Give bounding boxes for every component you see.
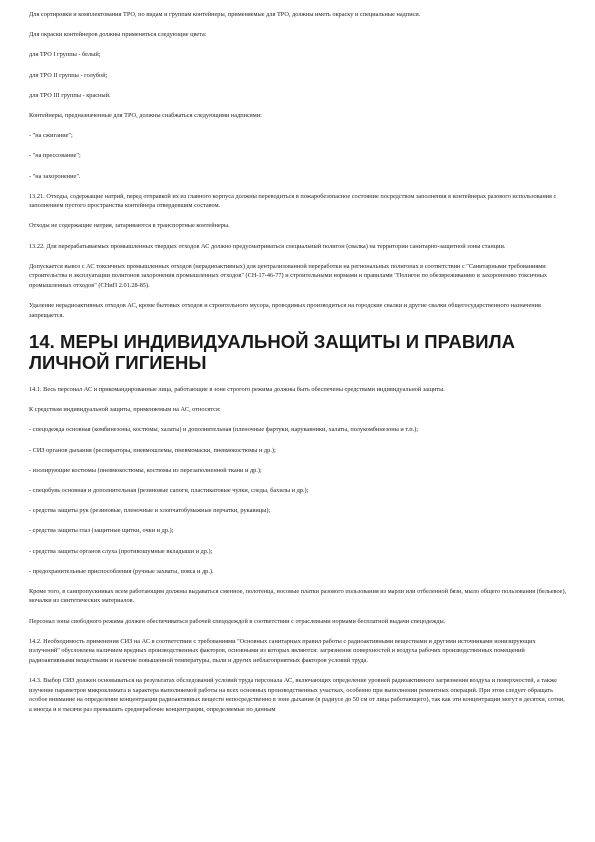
paragraph: 14.3. Выбор СИЗ должен основываться на результатах обследований условий труда персонала АС, включающих определение уровней радиоактивного загрязнения воздуха и поверхностей, а также изучение параметров микроклимата и характера выполняемой работы на всех основных производственных участках, особенно при выполнении ремонтных операций. При этом следует обращать особое внимание на определение концентрации радиоактивных веществ непосредственно в зоне дыхания (в радиусе до 50 см от лица работающего), так как эти концентрации могут в десятки, сотни, а иногда и в тысячи раз превышать среднерабочие концентрации, определяемые по данным	[29, 677, 565, 713]
list-item: - средства защиты рук (резиновые, пленочные и хлопчатобумажные перчатки, рукавицы);	[29, 507, 271, 515]
paragraph: Удаление нерадиоактивных отходов АС, кроме бытовых отходов и строительного мусора, проводимых производиться на городские свалки и другие свалки общегосударственного назначения запрещается.	[29, 302, 541, 319]
list-item: - СИЗ органов дыхания (респираторы, пневмошлемы, пневмомаски, пневмокостюмы и др.);	[29, 446, 276, 454]
list-item: - предохранительные приспособления (ручные захваты, пояса и др.).	[29, 567, 214, 575]
paragraph: Допускается вывоз с АС токсичных промышленных отходов (нерадиоактивных) для централизованной переработки на региональных полигонах в соответствии с "Санитарными требованиями строительства и эксплуатации полигонов захоронения промышленных отходов" (СН-17-46-77) и строительными нормами и правилами "Полигон по обезвреживанию и захоронению токсичных промышленных отходов" (СНиП 2.01.28-85).	[29, 262, 548, 290]
paragraph: - "на сжигание";	[29, 132, 73, 140]
section-13-tail	[29, 10, 567, 320]
paragraph: для ТРО III группы - красный.	[29, 91, 111, 99]
list-item: - спецодежда основная (комбинезоны, костюмы, халаты) и дополнительная (пленочные фартуки, нарукавники, халаты, полукомбинезоны и т.п.);	[29, 426, 418, 434]
paragraph: 14.2. Необходимость применения СИЗ на АС в соответствии с требованиями "Основных санитарных правил работы с радиоактивными веществами и другими источниками ионизирующих излучений" обусловлена наличием вредных производственных факторов, основными из которых являются: загрязнение поверхностей и воздуха рабочих производственных помещений радиоактивными веществами и наличие повышенной температуры, пыли и других неблагоприятных факторов условий труда.	[29, 637, 536, 665]
paragraph: Для окраски контейнеров должны применяться следующие цвета:	[29, 31, 207, 39]
paragraph: Отходы не содержащие натрия, затариваются в транспортные контейнеры.	[29, 222, 230, 230]
paragraph: - "на захоронение".	[29, 172, 81, 180]
paragraph: 13.22. Для перерабатываемых промышленных твердых отходов АС должно предусматриваться специальный полигон (свалка) на территории санитарно-защитной зоны станции.	[29, 242, 506, 250]
paragraph: Персонал зоны свободного режима должен обеспечиваться рабочей спецодеждой в соответствии с отраслевыми нормами бесплатной выдачи спецодежды.	[29, 617, 446, 625]
list-item: - средства защиты органов слуха (противошумные вкладыши и др.);	[29, 547, 213, 555]
paragraph: для ТРО II группы - голубой;	[29, 71, 108, 79]
paragraph: для ТРО I группы - белый;	[29, 51, 101, 59]
paragraph: Контейнеры, предназначенные для ТРО, должны снабжаться следующими надписями:	[29, 111, 262, 119]
paragraph: 14.1. Весь персонал АС и прикомандированные лица, работающие в зоне строгого режима должны быть обеспечены средствами индивидуальной защиты.	[29, 386, 445, 393]
list-item: - спецобувь основная и дополнительная (резиновые сапоги, пластикатовые чулки, следы, бахилы и др.);	[29, 486, 309, 494]
paragraph: Кроме того, в санпропускниках всем работающим должны выдаваться сменное, полотенца, носовые платки разового пользования из марли или отбеленной бязи, мыло общего пользования (бельевое), мочалки из синтетических материалов.	[29, 587, 567, 605]
paragraph: К средствам индивидуальной защиты, применяемым на АС, относятся:	[29, 406, 221, 414]
section-14-body	[29, 385, 567, 715]
paragraph: - "на прессование";	[29, 152, 81, 160]
paragraph: 13.21. Отходы, содержащие натрий, перед отправкой их из главного корпуса должны переводиться в пожаробезопасное состояние посредством заполнения в контейнерах разового использования с заполнением пустого пространства контейнера отвердевшим составом.	[29, 192, 557, 210]
list-item: - средства защиты глаз (защитные щитки, очки и др.);	[29, 527, 174, 535]
paragraph: Для сортировки и комплектования ТРО, по видам и группам контейнеры, применяемые для ТРО, должны иметь окраску и специальные надписи.	[29, 11, 421, 18]
section-14-heading: 14. МЕРЫ ИНДИВИДУАЛЬНОЙ ЗАЩИТЫ И ПРАВИЛА ЛИЧНОЙ ГИГИЕНЫ	[29, 331, 516, 373]
list-item: - изолирующие костюмы (пневмокостюмы, костюмы из перезаполненной ткани и др.);	[29, 466, 262, 474]
